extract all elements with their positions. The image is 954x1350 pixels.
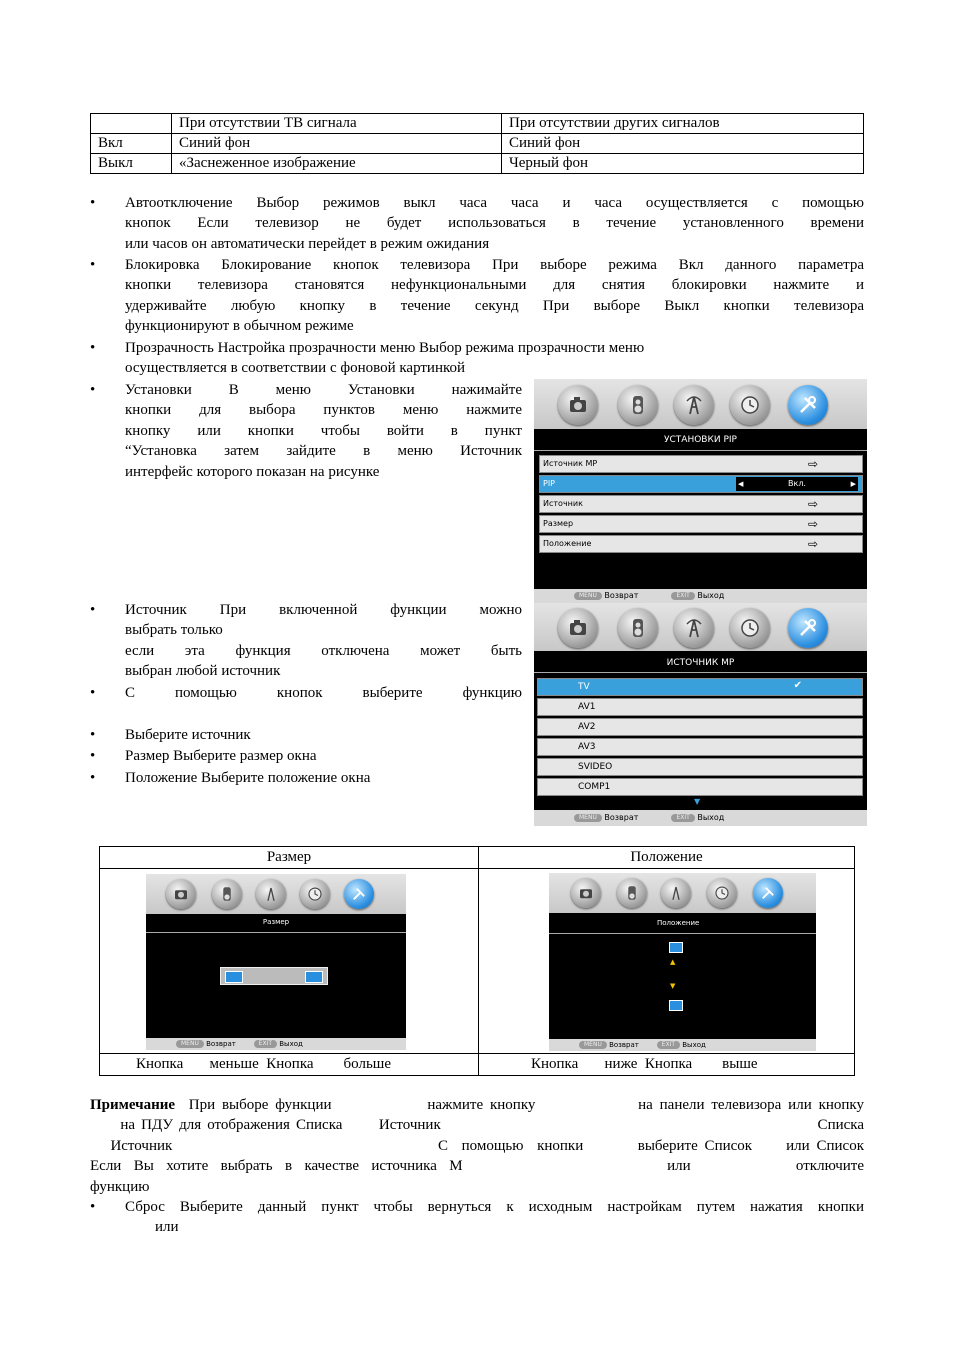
picture-icon (166, 879, 196, 909)
sound-icon (618, 385, 658, 425)
clock-icon (730, 385, 770, 425)
menu-item-source-mp[interactable] (539, 455, 863, 473)
antenna-icon (674, 385, 714, 425)
size-large-icon[interactable] (305, 971, 323, 983)
footer-back-label: Возврат (604, 813, 639, 822)
position-caption: Кнопка ниже Кнопка выше (479, 1054, 855, 1076)
note-label: Примечание (90, 1097, 176, 1113)
menu-icon-bar (534, 379, 867, 429)
menu-pip-screenshot (534, 379, 867, 603)
footer-exit-label: Выход (697, 591, 725, 600)
table-cell: Вкл (91, 134, 172, 154)
antenna-icon (256, 879, 286, 909)
menu-position-screenshot (549, 873, 816, 1051)
clock-icon (707, 878, 737, 908)
table-row (91, 134, 864, 154)
text-line: осуществляется в соответствии с фоновой картинкой (125, 360, 466, 377)
footer-exit-label: Выход (682, 1041, 706, 1049)
bullet-symbol: • (90, 770, 96, 786)
text-line: кнопок Если телевизор не будет использоваться в течение установленного времени (125, 215, 864, 232)
bullet-symbol: • (90, 382, 96, 398)
footer-exit-label: Выход (697, 813, 725, 822)
menu-title: Положение (657, 919, 700, 927)
bullet-reset (90, 1197, 864, 1239)
menu-footer (146, 1038, 406, 1050)
text-line: если эта функция отключена может быть (125, 642, 522, 659)
sound-icon (212, 879, 242, 909)
table-header-cell (91, 114, 172, 134)
source-item-label: COMP1 (578, 782, 611, 792)
size-slider[interactable] (220, 967, 328, 985)
menu-footer (534, 810, 867, 826)
menu-footer (549, 1039, 816, 1051)
menu-item-label: Источник MP (543, 459, 598, 468)
menu-title: УСТАНОВКИ PIP (664, 435, 737, 445)
source-item-av2[interactable] (537, 718, 863, 736)
table-header-row (91, 114, 864, 134)
sound-icon (618, 608, 658, 648)
menu-item-size[interactable] (539, 515, 863, 533)
bullet-setup (90, 380, 522, 484)
menu-key-icon: MENU (574, 814, 602, 822)
note-paragraph (90, 1095, 864, 1197)
menu-item-label: Источник (543, 499, 583, 508)
text-line: Выберите источник (125, 727, 251, 743)
bullet-lock (90, 255, 864, 337)
antenna-icon (674, 608, 714, 648)
text-line: выбран любой источник (125, 663, 281, 680)
menu-item-label: Положение (543, 539, 592, 548)
text-line: на ПДУ для отображения Списка Источник Списка (90, 1117, 864, 1134)
antenna-icon (661, 878, 691, 908)
size-caption: Кнопка меньше Кнопка больше (100, 1054, 479, 1076)
tools-icon (344, 879, 374, 909)
source-item-svideo[interactable] (537, 758, 863, 776)
table-cell: «Заснеженное изображение (172, 154, 502, 174)
position-header: Положение (479, 847, 855, 869)
text-line: функцию (90, 1178, 150, 1195)
bullet-symbol: • (90, 685, 96, 701)
scroll-down-icon[interactable]: ▼ (694, 797, 701, 806)
text-line: Прозрачность Настройка прозрачности меню Выбор режима прозрачности меню (125, 340, 645, 356)
menu-key-icon: MENU (574, 592, 602, 600)
picture-icon (558, 608, 598, 648)
bullet-symbol: • (90, 195, 96, 211)
table-header-cell: При отсутствии других сигналов (502, 114, 864, 134)
menu-icon-bar (146, 874, 406, 914)
check-icon: ✔ (793, 680, 802, 691)
text-line: С помощью кнопок выберите функцию (125, 685, 522, 701)
text-line: удерживайте любую кнопку в течение секунд При выборе Выкл кнопки телевизора (125, 297, 864, 314)
text-line: Установки В меню Установки нажимайте (125, 382, 522, 398)
text-line: Размер Выберите размер окна (125, 748, 317, 764)
text-line: Сброс Выберите данный пункт чтобы вернуться к исходным настройкам путем нажатия кнопки (125, 1199, 864, 1215)
menu-item-source[interactable] (539, 495, 863, 513)
menu-title: ИСТОЧНИК MP (666, 658, 735, 668)
text-line: Блокировка Блокирование кнопок телевизора При выборе режима Вкл данного параметра (125, 257, 864, 273)
menu-item-position[interactable] (539, 535, 863, 553)
menu-icon-bar (534, 603, 867, 651)
bullet-autooff (90, 193, 864, 255)
source-item-av1[interactable] (537, 698, 863, 716)
bullet-symbol: • (90, 340, 96, 356)
picture-icon (558, 385, 598, 425)
footer-exit-label: Выход (279, 1040, 303, 1048)
bullet-size (90, 746, 522, 768)
text-line: кнопку или кнопки чтобы войти в пункт (125, 422, 522, 439)
text-line: кнопки для выбора пунктов меню нажмите (125, 402, 522, 419)
bullet-symbol: • (90, 748, 96, 764)
exit-key-icon: EXIT (254, 1040, 277, 1048)
menu-item-pip[interactable] (539, 475, 863, 493)
table-row (91, 154, 864, 174)
exit-key-icon: EXIT (671, 592, 694, 600)
tools-icon (788, 385, 828, 425)
text-line: Автоотключение Выбор режимов выкл часа часа и часа осуществляется с помощью (125, 195, 864, 211)
exit-key-icon: EXIT (671, 814, 694, 822)
table-cell: Синий фон (172, 134, 502, 154)
text-line: Примечание При выборе функции нажмите кнопку на панели телевизора или кнопку (90, 1097, 864, 1113)
sound-icon (617, 878, 647, 908)
size-small-icon[interactable] (225, 971, 243, 983)
tools-icon (788, 608, 828, 648)
bullet-position (90, 768, 522, 790)
source-item-comp1[interactable] (537, 778, 863, 796)
bullet-transparency (90, 338, 864, 380)
clock-icon (300, 879, 330, 909)
text-line: функционируют в обычном режиме (125, 318, 354, 335)
table-header-cell: При отсутствии ТВ сигнала (172, 114, 502, 134)
text-line: Если Вы хотите выбрать в качестве источника М или отключите (90, 1158, 864, 1175)
picture-icon (571, 878, 601, 908)
source-item-label: SVIDEO (578, 762, 613, 772)
bullet-symbol: • (90, 1199, 96, 1215)
arrow-right-icon: ⇨ (807, 517, 818, 531)
size-header: Размер (100, 847, 479, 869)
table-cell: Черный фон (502, 154, 864, 174)
footer-back-label: Возврат (206, 1040, 236, 1048)
menu-size-screenshot (146, 874, 406, 1050)
clock-icon (730, 608, 770, 648)
source-item-label: AV2 (578, 722, 596, 732)
arrow-right-icon: ⇨ (807, 457, 818, 471)
source-item-av3[interactable] (537, 738, 863, 756)
menu-item-label: PIP (543, 479, 556, 488)
text-line: или (125, 1219, 179, 1236)
table-cell: Выкл (91, 154, 172, 174)
source-item-tv[interactable] (537, 678, 863, 696)
menu-footer (534, 589, 867, 603)
text-line: Источник С помощью кнопки выберите Список или Список (90, 1137, 864, 1154)
position-top-window-icon[interactable] (669, 942, 683, 953)
chevron-right-icon: ▶ (850, 480, 856, 488)
arrow-right-icon: ⇨ (807, 497, 818, 511)
bullet-symbol: • (90, 602, 96, 618)
position-up-icon[interactable]: ▲ (670, 958, 676, 966)
menu-title: Размер (262, 918, 290, 926)
bullet-symbol: • (90, 727, 96, 743)
bullet-symbol: • (90, 257, 96, 273)
pip-value-box[interactable] (736, 477, 858, 491)
menu-item-label: Размер (543, 519, 574, 528)
text-line: выбрать только (125, 622, 223, 639)
text-line: Положение Выберите положение окна (125, 770, 371, 786)
text-line: Источник При включенной функции можно (125, 602, 522, 618)
signal-table (90, 113, 864, 174)
source-item-label: AV3 (578, 742, 596, 752)
position-down-icon[interactable]: ▼ (670, 982, 676, 990)
source-item-label: TV (578, 682, 590, 692)
tools-icon (753, 878, 783, 908)
text-line: кнопки телевизора становятся нефункциональными для снятия блокировки нажмите и (125, 277, 864, 294)
menu-key-icon: MENU (176, 1040, 204, 1048)
footer-back-label: Возврат (609, 1041, 639, 1049)
arrow-right-icon: ⇨ (807, 537, 818, 551)
menu-icon-bar (549, 873, 816, 913)
text-line: “Установка затем зайдите в меню Источник (125, 443, 522, 460)
bullet-select-function (90, 683, 522, 705)
bullet-choose-source (90, 725, 522, 747)
position-bottom-window-icon[interactable] (669, 1000, 683, 1011)
pip-value: Вкл. (788, 479, 806, 488)
footer-back-label: Возврат (604, 591, 639, 600)
source-item-label: AV1 (578, 702, 596, 712)
table-cell: Синий фон (502, 134, 864, 154)
menu-source-screenshot (534, 603, 867, 826)
bullet-source (90, 600, 522, 684)
text-line: интерфейс которого показан на рисунке (125, 463, 380, 480)
menu-key-icon: MENU (579, 1041, 607, 1049)
chevron-left-icon: ◀ (738, 480, 744, 488)
exit-key-icon: EXIT (657, 1041, 680, 1049)
text-line: или часов он автоматически перейдет в режим ожидания (125, 235, 490, 252)
